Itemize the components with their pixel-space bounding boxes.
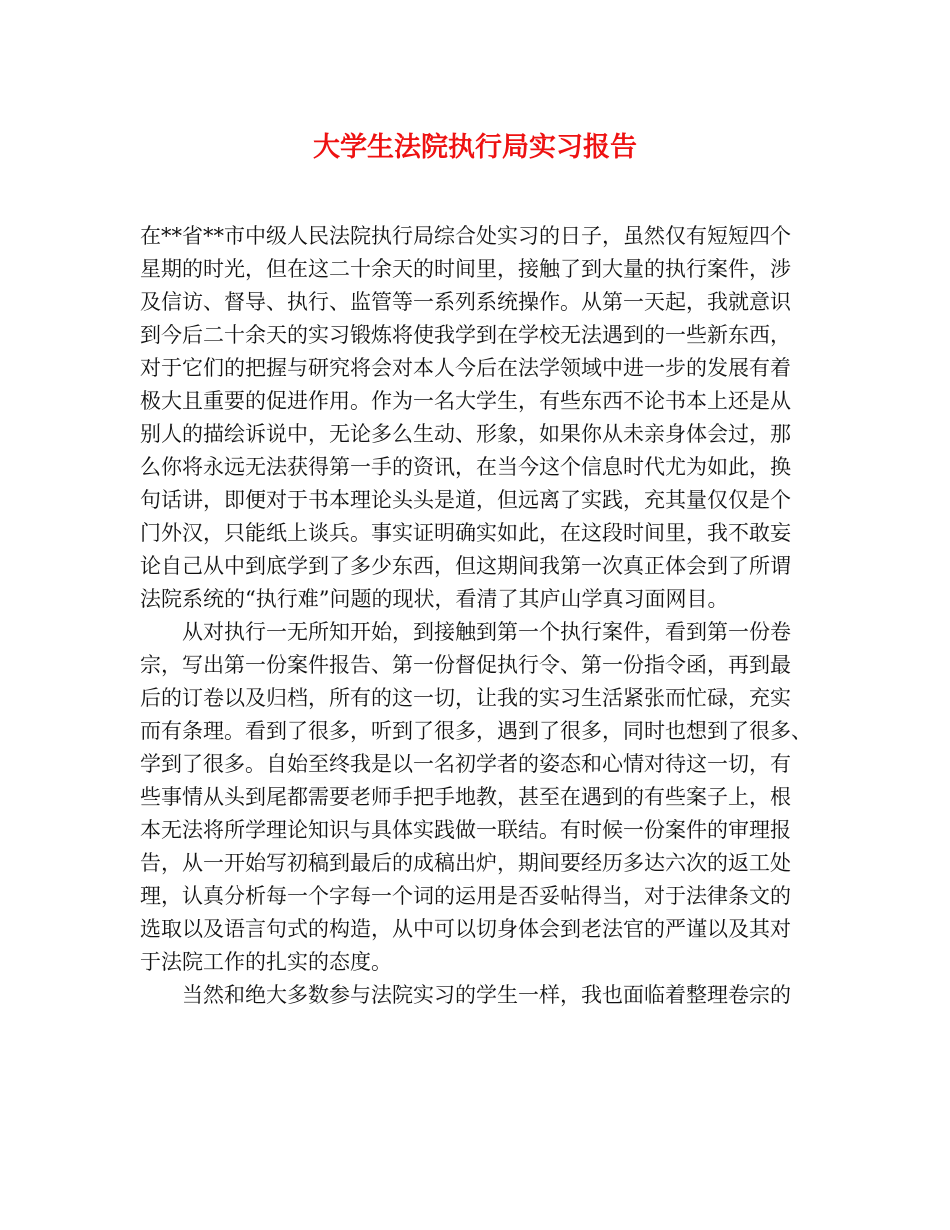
paragraph xyxy=(140,979,815,1012)
document-title: 大学生法院执行局实习报告 xyxy=(313,132,637,163)
text-line: 法院系统的“执行难”问题的现状，看清了其庐山学真习面网目。 xyxy=(140,587,729,611)
text-line: 本无法将所学理论知识与具体实践做一联结。有时候一份案件的审理报 xyxy=(140,818,791,842)
text-line: 后的订卷以及归档，所有的这一切，让我的实习生活紧张而忙碌，充实 xyxy=(140,686,791,710)
text-line: 于法院工作的扎实的态度。 xyxy=(140,950,392,974)
text-line: 到今后二十余天的实习锻炼将使我学到在学校无法遇到的一些新东西， xyxy=(140,323,791,347)
text-line: 句话讲，即便对于书本理论头头是道，但远离了实践，充其量仅仅是个 xyxy=(140,488,791,512)
paragraph xyxy=(140,220,815,616)
text-line: 从对执行一无所知开始，到接触到第一个执行案件，看到第一份卷 xyxy=(182,620,791,644)
text-line: 及信访、督导、执行、监管等一系列系统操作。从第一天起，我就意识 xyxy=(140,290,791,314)
text-line: 宗，写出第一份案件报告、第一份督促执行令、第一份指令函，再到最 xyxy=(140,653,791,677)
text-line: 些事情从头到尾都需要老师手把手地教，甚至在遇到的有些案子上，根 xyxy=(140,785,791,809)
text-line: 在**省**市中级人民法院执行局综合处实习的日子，虽然仅有短短四个 xyxy=(140,224,791,248)
text-line: 别人的描绘诉说中，无论多么生动、形象，如果你从未亲身体会过，那 xyxy=(140,422,791,446)
text-line: 门外汉，只能纸上谈兵。事实证明确实如此，在这段时间里，我不敢妄 xyxy=(140,521,791,545)
text-line: 理，认真分析每一个字每一个词的运用是否妥帖得当，对于法律条文的 xyxy=(140,884,791,908)
document-body xyxy=(140,220,815,1012)
text-line: 对于它们的把握与研究将会对本人今后在法学领域中进一步的发展有着 xyxy=(140,356,791,380)
text-line: 当然和绝大多数参与法院实习的学生一样，我也面临着整理卷宗的 xyxy=(182,983,791,1007)
text-line: 么你将永远无法获得第一手的资讯，在当今这个信息时代尤为如此，换 xyxy=(140,455,791,479)
text-line: 告，从一开始写初稿到最后的成稿出炉，期间要经历多达六次的返工处 xyxy=(140,851,791,875)
text-line: 极大且重要的促进作用。作为一名大学生，有些东西不论书本上还是从 xyxy=(140,389,791,413)
text-line: 论自己从中到底学到了多少东西，但这期间我第一次真正体会到了所谓 xyxy=(140,554,791,578)
text-line: 学到了很多。自始至终我是以一名初学者的姿态和心情对待这一切，有 xyxy=(140,752,791,776)
text-line: 而有条理。看到了很多，听到了很多，遇到了很多，同时也想到了很多、 xyxy=(140,719,812,743)
paragraph xyxy=(140,616,815,979)
text-line: 星期的时光，但在这二十余天的时间里，接触了到大量的执行案件，涉 xyxy=(140,257,791,281)
text-line: 选取以及语言句式的构造，从中可以切身体会到老法官的严谨以及其对 xyxy=(140,917,791,941)
